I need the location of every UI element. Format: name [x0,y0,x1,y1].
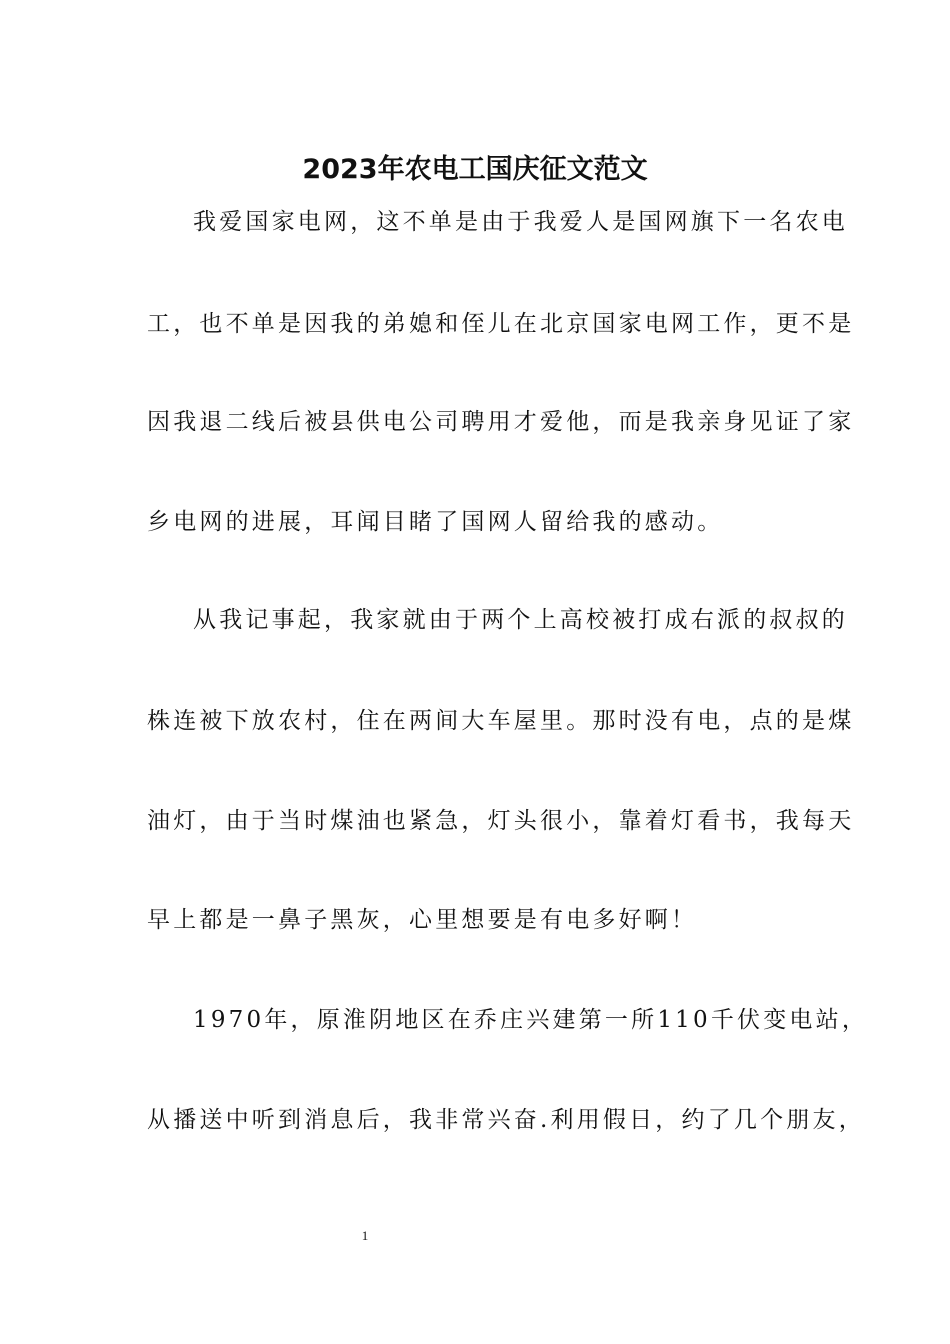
document-title: 2023年农电工国庆征文范文 [302,154,648,186]
page-number: 1 [361,1228,369,1243]
paragraph-2-line-1: 从我记事起，我家就由于两个上高校被打成右派的叔叔的 [193,607,848,633]
paragraph-1-line-3: 因我退二线后被县供电公司聘用才爱他，而是我亲身见证了家 [147,409,855,435]
paragraph-3-line-2: 从播送中听到消息后，我非常兴奋.利用假日，约了几个朋友， [147,1107,865,1133]
paragraph-2-line-2: 株连被下放农村，住在两间大车屋里。那时没有电，点的是煤 [147,708,855,734]
paragraph-2-line-3: 油灯，由于当时煤油也紧急，灯头很小，靠着灯看书，我每天 [147,808,855,834]
paragraph-1-line-2: 工，也不单是因我的弟媳和侄儿在北京国家电网工作，更不是 [147,311,855,337]
paragraph-1-line-4: 乡电网的进展，耳闻目睹了国网人留给我的感动。 [147,509,724,535]
paragraph-1-line-1: 我爱国家电网，这不单是由于我爱人是国网旗下一名农电 [193,209,848,235]
paragraph-2-line-4: 早上都是一鼻子黑灰，心里想要是有电多好啊！ [147,907,698,933]
paragraph-3-line-1: 1970年，原淮阴地区在乔庄兴建第一所110千伏变电站， [193,1007,869,1033]
